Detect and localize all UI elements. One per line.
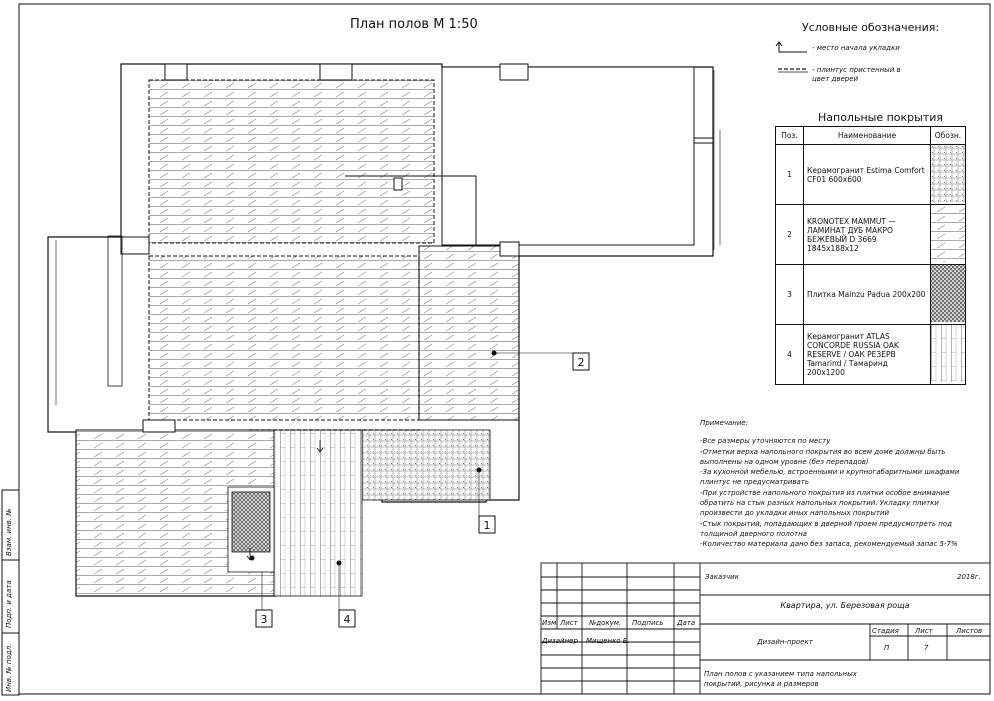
stamp-designer: Мищенко Е.	[586, 637, 630, 645]
side-label-inv: Инв. № подл.	[5, 643, 13, 692]
callout-3: 3	[260, 613, 268, 626]
note-line: -Стык покрытий, попадающих в дверной проем предусмотреть под	[700, 519, 952, 528]
note-line: выполнены на одном уровне (без перепадов)	[700, 457, 869, 466]
covers-row: 4 Керамогранит ATLAS CONCORDE RUSSIA OAK RESERVE / ОАК РЕЗЕРВ Tamarind / Тамаринд 200x1200	[776, 325, 966, 385]
stamp-col-list: Лист	[560, 619, 578, 627]
stamp-stage-label: Стадия	[872, 627, 899, 635]
note-line: -За кухонной мебелью, встроенными и крупногабаритными шкафами	[700, 468, 960, 477]
stamp-col-doc: №докум.	[589, 619, 622, 627]
legend-item-plinth: - плинтус пристенный в цвет дверей	[812, 66, 901, 83]
note-line: плинтус не предусматривать	[700, 478, 809, 487]
covers-row: 1 Керамогранит Estima Comfort CF01 600x600	[776, 145, 966, 205]
stamp-col-date: Дата	[677, 619, 696, 627]
covers-row: 3 Плитка Mainzu Padua 200x200	[776, 265, 966, 325]
callout-2: 2	[577, 356, 585, 369]
covers-header-name: Наименование	[804, 127, 931, 145]
stamp-year: 2018г.	[957, 573, 981, 581]
stamp-project: Квартира, ул. Березовая роща	[780, 601, 910, 610]
plan-title: План полов М 1:50	[350, 17, 478, 32]
covers-row: 2 KRONOTEX MAMMUT — ЛАМИНАТ ДУБ МАКРО БЕЖЕВЫЙ D 3669 1845x188x12	[776, 205, 966, 265]
stamp-sheet-label: Лист	[915, 627, 933, 635]
stamp-stage-title: Дизайн-проект	[757, 638, 813, 646]
note-line: -Все размеры уточняются по месту	[700, 437, 831, 446]
stamp-sheet: 7	[924, 644, 929, 652]
side-label-sign: Подп. и дата	[5, 580, 13, 628]
stamp-col-izm: Изм.	[542, 619, 559, 627]
covers-table	[775, 126, 966, 385]
stamp-stage: П	[884, 644, 890, 652]
start-arrow-icon	[776, 42, 807, 52]
stamp-sheets-label: Листов	[956, 627, 983, 635]
note-line: произвести до укладки иных напольных покрытий	[700, 509, 890, 518]
stamp-customer: Заказчик	[705, 573, 739, 581]
legend-item-start: - место начала укладки	[812, 44, 900, 52]
stamp-role: Дизайнер	[542, 637, 578, 645]
covers-title: Напольные покрытия	[818, 111, 943, 124]
covers-header-pos: Поз.	[776, 127, 804, 145]
callout-1: 1	[483, 519, 491, 532]
callout-4: 4	[343, 613, 351, 626]
note-line: толщиной дверного полотна	[700, 529, 807, 538]
stamp-sheet-name: План полов с указанием типа напольных покрытий, рисунка и размеров	[704, 670, 857, 688]
side-label-replace: Взам. инв. №	[5, 508, 13, 556]
covers-header-symbol: Обозн.	[931, 127, 966, 145]
note-line: обратить на стык разных напольных покрытий. Укладку плитки	[700, 499, 939, 508]
legend-title: Условные обозначения:	[802, 21, 940, 34]
note-line: -Отметки верха напольного покрытия во всем доме должны быть	[700, 447, 946, 456]
stamp-col-sign: Подпись	[632, 619, 664, 627]
notes-heading: Примечание:	[700, 419, 749, 427]
notes-block	[700, 418, 980, 550]
note-line: -Количество материала дано без запаса, рекомендуемый запас 5-7%	[700, 540, 958, 549]
note-line: -При устройстве напольного покрытия из плитки особое внимание	[700, 488, 950, 497]
